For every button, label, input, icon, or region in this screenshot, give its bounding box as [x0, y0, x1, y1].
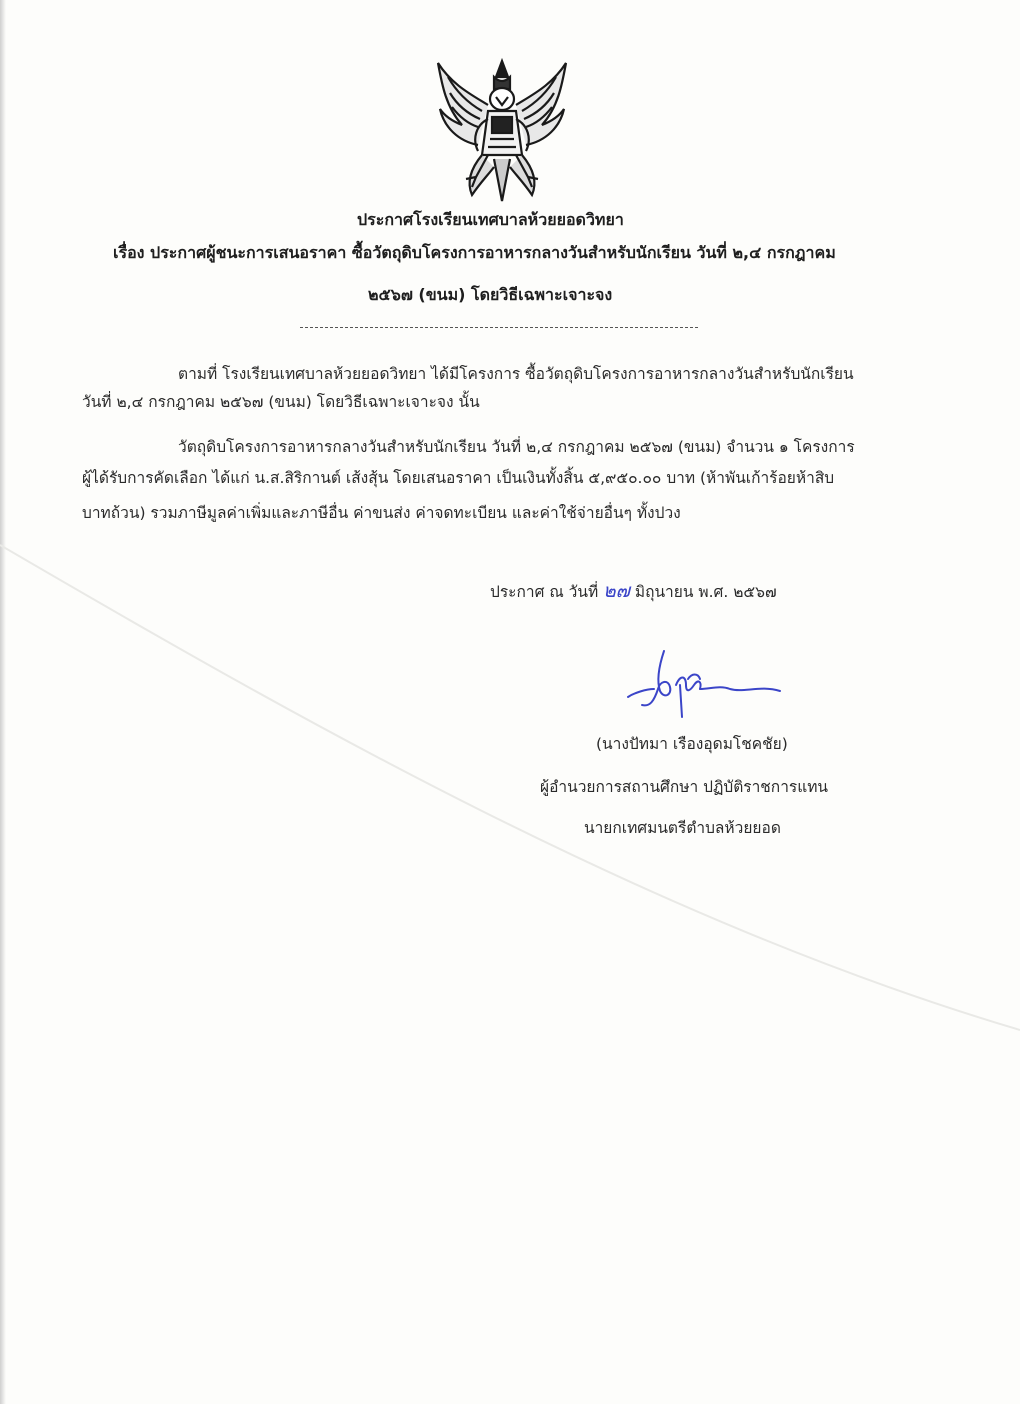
dateline-prefix: ประกาศ ณ วันที่ [490, 583, 599, 601]
paragraph2-line3: บาทถ้วน) รวมภาษีมูลค่าเพิ่มและภาษีอื่น ค่าขนส่ง ค่าจดทะเบียน และค่าใช้จ่ายอื่นๆ ทั้งปวง [82, 504, 681, 522]
title-divider [300, 327, 698, 328]
subject-line-1: เรื่อง ประกาศผู้ชนะการเสนอราคา ซื้อวัตถุดิบโครงการอาหารกลางวันสำหรับนักเรียน วันที่ ๒,๔ กรกฎาคม [113, 243, 836, 262]
paragraph2-line2: ผู้ได้รับการคัดเลือก ได้แก่ น.ส.สิริกานต์ เส้งสุ้น โดยเสนอราคา เป็นเงินทั้งสิ้น ๕,๙๕๐.๐๐ บาท (ห้าพันเก้าร้อยห้าสิบ [82, 469, 835, 487]
signatory-position: ผู้อำนวยการสถานศึกษา ปฏิบัติราชการแทน [540, 778, 829, 796]
scan-edge-shadow [0, 0, 6, 1404]
signatory-name: (นางปัทมา เรืองอุดมโชคชัย) [596, 735, 788, 753]
dateline-suffix: มิถุนายน พ.ศ. ๒๕๖๗ [634, 583, 777, 601]
paragraph1-line2: วันที่ ๒,๔ กรกฎาคม ๒๕๖๗ (ขนม) โดยวิธีเฉพาะเจาะจง นั้น [82, 393, 480, 411]
paragraph2-line1: วัตถุดิบโครงการอาหารกลางวันสำหรับนักเรียน วันที่ ๒,๔ กรกฎาคม ๒๕๖๗ (ขนม) จำนวน ๑ โครงการ [178, 438, 855, 456]
document-heading: ประกาศโรงเรียนเทศบาลห้วยยอดวิทยา [357, 210, 624, 229]
handwritten-signature [620, 645, 800, 725]
paragraph1-line1: ตามที่ โรงเรียนเทศบาลห้วยยอดวิทยา ได้มีโครงการ ซื้อวัตถุดิบโครงการอาหารกลางวันสำหรับนักเรียน [178, 365, 854, 383]
signatory-acting-for: นายกเทศมนตรีตำบลห้วยยอด [584, 819, 781, 837]
dateline-day-handwritten: ๒๗ [603, 580, 630, 602]
dateline [490, 576, 777, 606]
garuda-emblem-icon [432, 55, 572, 205]
subject-line-2: ๒๕๖๗ (ขนม) โดยวิธีเฉพาะเจาะจง [368, 285, 613, 304]
